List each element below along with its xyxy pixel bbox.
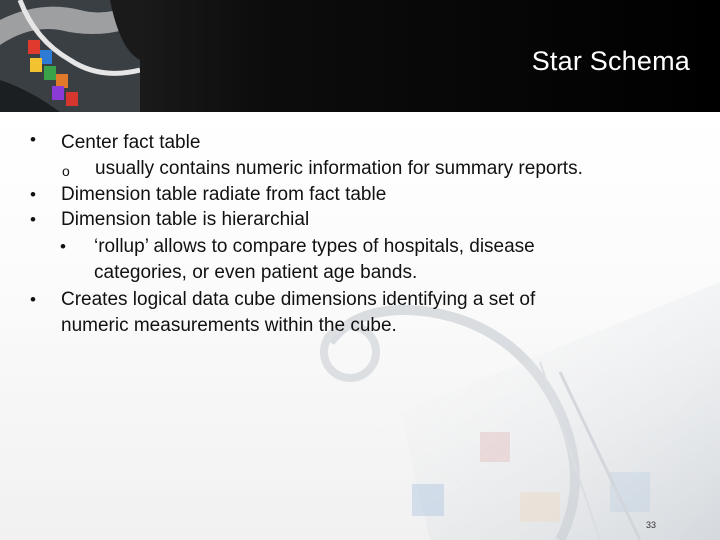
bullet-marker: • <box>30 130 36 149</box>
sub-bullet-marker: o <box>62 163 70 179</box>
slide-header <box>0 0 720 112</box>
bullet-marker: • <box>30 210 36 229</box>
sub-bullet-text-continued: categories, or even patient age bands. <box>94 262 418 283</box>
bullet-marker: • <box>30 290 36 309</box>
bullet-marker: • <box>30 185 36 204</box>
sub-bullet-marker: • <box>60 237 66 256</box>
page-number: 33 <box>646 520 657 530</box>
slide-title: Star Schema <box>531 46 690 76</box>
header-medical-image <box>0 0 140 112</box>
bullet-text: Creates logical data cube dimensions identifying a set of <box>61 289 536 310</box>
sub-bullet-text: usually contains numeric information for summary reports. <box>95 158 583 179</box>
bullet-text-continued: numeric measurements within the cube. <box>61 315 397 336</box>
bullet-text: Dimension table is hierarchial <box>61 209 310 230</box>
bullet-text: Center fact table <box>61 132 201 153</box>
sub-bullet-text: ‘rollup’ allows to compare types of hospitals, disease <box>94 236 535 257</box>
bullet-text: Dimension table radiate from fact table <box>61 184 387 205</box>
